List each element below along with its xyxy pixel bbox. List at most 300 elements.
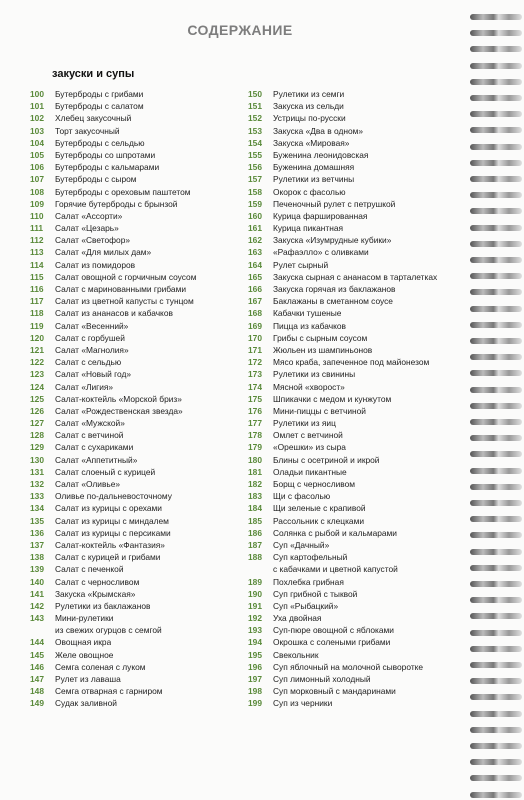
page-number: 150 (248, 89, 262, 99)
recipe-title: Салат «Новый год» (55, 369, 132, 380)
page-number: 130 (30, 454, 44, 465)
toc-entry (248, 661, 463, 673)
recipe-title: Салат «Весенний» (55, 320, 129, 331)
recipe-title: Салат из курицы с персиками (55, 527, 171, 538)
recipe-title: Мини-пиццы с ветчиной (273, 405, 366, 416)
toc-entry (248, 527, 463, 539)
toc-entry (30, 112, 245, 124)
page-number: 144 (30, 637, 44, 648)
toc-entry (248, 344, 463, 356)
toc-entry (248, 636, 463, 648)
page-number: 148 (30, 686, 44, 697)
spiral-coil (470, 289, 522, 295)
toc-entry (30, 210, 245, 222)
recipe-title: Грибы с сырным соусом (273, 332, 368, 343)
toc-entry (30, 649, 245, 661)
page-number: 155 (248, 149, 262, 160)
spiral-coil (470, 370, 522, 376)
page-number: 138 (30, 552, 44, 563)
toc-entry (248, 198, 463, 210)
toc-entry (248, 332, 463, 344)
toc-entry (248, 441, 463, 453)
page-number (30, 624, 55, 636)
spiral-coil (470, 30, 522, 36)
spiral-coil (470, 759, 522, 765)
page-number: 171 (248, 344, 262, 355)
page-number: 185 (248, 515, 262, 526)
spiral-coil (470, 403, 522, 409)
toc-entry (30, 478, 245, 490)
page-number: 117 (30, 296, 44, 307)
page-number: 140 (30, 576, 44, 587)
toc-entry (30, 466, 245, 478)
toc-entry (30, 393, 245, 405)
recipe-title: Рулет из лаваша (55, 674, 121, 684)
page-number: 177 (248, 418, 262, 429)
recipe-title: Свекольник (273, 649, 319, 660)
spiral-coil (470, 176, 522, 182)
toc-entry (248, 186, 463, 198)
recipe-title: Закуска сырная с ананасом в тарталетках (273, 271, 438, 282)
toc-entry (248, 405, 463, 417)
page-number: 158 (248, 186, 262, 197)
toc-entry (248, 502, 463, 514)
spiral-coil (470, 354, 522, 360)
page-number: 152 (248, 113, 262, 124)
recipe-title: Горячие бутерброды с брынзой (55, 198, 178, 209)
page-number: 190 (248, 588, 262, 599)
spiral-coil (470, 14, 522, 20)
toc-entry (30, 576, 245, 588)
page-number: 166 (248, 284, 262, 294)
page-number: 105 (30, 149, 44, 160)
recipe-title: Бутерброды с кальмарами (55, 162, 160, 173)
toc-entry (248, 649, 463, 661)
recipe-title: Закуска «Мировая» (273, 137, 350, 148)
page-number: 164 (248, 259, 262, 270)
recipe-title: Бутерброды со шпротами (55, 149, 156, 160)
recipe-title: Рулетики из семги (273, 89, 345, 99)
recipe-title: Салат «Для милых дам» (55, 247, 152, 258)
spiral-coil (470, 711, 522, 717)
toc-entry (30, 454, 245, 466)
recipe-title: Устрицы по-русски (273, 113, 346, 124)
toc-entry (248, 381, 463, 393)
recipe-title: Окрошка с солеными грибами (273, 637, 391, 648)
toc-entry (30, 515, 245, 527)
toc-entry (248, 478, 463, 490)
recipe-title: Суп картофельный (273, 552, 348, 563)
spiral-coil (470, 792, 522, 798)
page-number: 128 (30, 430, 44, 441)
recipe-title: Салат с сухариками (55, 442, 134, 453)
toc-entry (248, 320, 463, 332)
recipe-title: Пицца из кабачков (273, 320, 346, 331)
section-heading: закуски и супы (52, 68, 135, 80)
page-number: 196 (248, 661, 262, 672)
recipe-title: из свежих огурцов с семгой (55, 625, 162, 636)
page-number: 137 (30, 539, 44, 550)
recipe-title: Буженина леонидовская (273, 149, 369, 160)
page-number: 133 (30, 491, 44, 502)
recipe-title: Закуска горячая из баклажанов (273, 284, 396, 294)
toc-column-right (248, 88, 463, 710)
page-title: СОДЕРЖАНИЕ (187, 22, 293, 38)
page-number: 100 (30, 89, 44, 99)
page-number: 111 (30, 223, 44, 234)
recipe-title: Суп-пюре овощной с яблоками (273, 625, 394, 636)
recipe-title: Суп яблочный на молочной сыворотке (273, 661, 424, 672)
recipe-title: Салат с ветчиной (55, 430, 124, 441)
recipe-title: Овощная икра (55, 637, 112, 648)
recipe-title: Торт закусочный (55, 125, 120, 136)
recipe-title: Щи зеленые с крапивой (273, 503, 366, 514)
toc-entry (248, 393, 463, 405)
toc-entry (30, 186, 245, 198)
toc-entry (30, 600, 245, 612)
toc-entry (248, 356, 463, 368)
spiral-coil (470, 613, 522, 619)
toc-entry (30, 332, 245, 344)
toc-entry (30, 502, 245, 514)
page-number: 104 (30, 137, 44, 148)
recipe-title: Салат «Оливье» (55, 479, 121, 489)
toc-entry (248, 624, 463, 636)
spiral-coil (470, 111, 522, 117)
spiral-coil (470, 775, 522, 781)
recipe-title: Мясной «хворост» (273, 381, 345, 392)
spiral-coil (470, 257, 522, 263)
recipe-title: Бутерброды с сыром (55, 174, 137, 185)
recipe-title: «Орешки» из сыра (273, 442, 346, 453)
page-number: 115 (30, 271, 44, 282)
recipe-title: Мини-рулетики (55, 613, 114, 624)
page-number: 169 (248, 320, 262, 331)
page-number: 172 (248, 357, 262, 368)
toc-entry (30, 271, 245, 283)
page-number: 118 (30, 308, 44, 319)
spiral-coil (470, 694, 522, 700)
recipe-title: Салат «Цезарь» (55, 223, 119, 234)
toc-entry (248, 271, 463, 283)
spiral-coil (470, 500, 522, 506)
toc-entry (248, 673, 463, 685)
page-number: 174 (248, 381, 262, 392)
toc-entry (248, 112, 463, 124)
toc-entry (30, 234, 245, 246)
toc-entry (248, 551, 463, 563)
page-number: 162 (248, 235, 262, 246)
toc-entry (248, 539, 463, 551)
toc-entry (30, 661, 245, 673)
toc-entry (248, 246, 463, 258)
page-number: 156 (248, 162, 262, 173)
toc-entry (30, 685, 245, 697)
recipe-title: Борщ с черносливом (273, 479, 356, 489)
recipe-title: с кабачками и цветной капустой (273, 564, 398, 575)
recipe-title: Суп «Дачный» (273, 539, 330, 550)
recipe-title: Салат слоеный с курицей (55, 466, 156, 477)
spiral-coil (470, 322, 522, 328)
toc-entry (30, 149, 245, 161)
recipe-title: Семга отварная с гарниром (55, 686, 163, 697)
page-number: 183 (248, 491, 262, 502)
spiral-coil (470, 241, 522, 247)
recipe-title: Суп «Рыбацкий» (273, 600, 339, 611)
recipe-title: Салат из ананасов и кабачков (55, 308, 173, 319)
toc-entry (30, 344, 245, 356)
toc-entry (248, 697, 463, 709)
toc-entry (248, 295, 463, 307)
page-number: 170 (248, 332, 262, 343)
recipe-title: Салат с сельдью (55, 357, 122, 368)
spiral-coil (470, 549, 522, 555)
recipe-title: Похлебка грибная (273, 576, 344, 587)
spiral-coil (470, 63, 522, 69)
toc-entry (248, 466, 463, 478)
page-number: 153 (248, 125, 262, 136)
toc-entry (248, 149, 463, 161)
page-number: 141 (30, 588, 44, 599)
recipe-title: Солянка с рыбой и кальмарами (273, 527, 397, 538)
spiral-coil (470, 565, 522, 571)
recipe-title: Судак заливной (55, 698, 117, 709)
page-number: 132 (30, 479, 44, 489)
recipe-title: Салат из курицы с орехами (55, 503, 162, 514)
toc-entry (30, 551, 245, 563)
toc-entry (248, 137, 463, 149)
spiral-coil (470, 532, 522, 538)
recipe-title: Суп лимонный холодный (273, 674, 371, 684)
toc-entry (248, 125, 463, 137)
page-number: 194 (248, 637, 262, 648)
toc-entry (248, 210, 463, 222)
toc-entry (30, 405, 245, 417)
recipe-title: Салат «Ассорти» (55, 210, 123, 221)
page-number: 110 (30, 210, 44, 221)
spiral-binding (466, 0, 524, 800)
toc-entry (30, 246, 245, 258)
spiral-coil (470, 46, 522, 52)
recipe-title: Суп из черники (273, 698, 333, 709)
page-number: 151 (248, 101, 262, 112)
recipe-title: Бутерброды с грибами (55, 89, 144, 99)
spiral-coil (470, 306, 522, 312)
recipe-title: Салат овощной с горчичным соусом (55, 271, 197, 282)
page-number: 125 (30, 393, 44, 404)
page-number: 127 (30, 418, 44, 429)
recipe-title: Закуска из сельди (273, 101, 344, 112)
recipe-title: Бутерброды с сельдью (55, 137, 145, 148)
page-number: 178 (248, 430, 262, 441)
page-number: 145 (30, 649, 44, 660)
toc-entry (30, 88, 245, 100)
toc-entry (30, 283, 245, 295)
page-number: 167 (248, 296, 262, 307)
toc-entry (248, 515, 463, 527)
toc-entry (248, 454, 463, 466)
recipe-title: Бутерброды с ореховым паштетом (55, 186, 191, 197)
recipe-title: Салат с печенкой (55, 564, 124, 575)
toc-entry (30, 222, 245, 234)
page-number: 119 (30, 320, 44, 331)
page-number: 182 (248, 479, 262, 489)
toc-entry (30, 441, 245, 453)
spiral-coil (470, 208, 522, 214)
spiral-coil (470, 468, 522, 474)
spiral-coil (470, 678, 522, 684)
page-number: 179 (248, 442, 262, 453)
spiral-coil (470, 127, 522, 133)
toc-entry (248, 307, 463, 319)
recipe-title: Салат с маринованными грибами (55, 284, 187, 294)
recipe-title: Рулетики из свинины (273, 369, 356, 380)
toc-entry (248, 259, 463, 271)
page-number: 147 (30, 674, 44, 684)
page-number: 107 (30, 174, 44, 185)
toc-entry (248, 173, 463, 185)
recipe-title: Буженина домашняя (273, 162, 355, 173)
toc-entry (30, 295, 245, 307)
toc-entry (30, 356, 245, 368)
recipe-title: Курица пикантная (273, 223, 344, 234)
toc-entry (248, 222, 463, 234)
page-number: 168 (248, 308, 262, 319)
page-number: 143 (30, 613, 44, 624)
recipe-title: Суп морковный с мандаринами (273, 686, 396, 697)
toc-entry (30, 539, 245, 551)
toc-entry (30, 612, 245, 624)
toc-entry (30, 624, 245, 636)
toc-entry (30, 125, 245, 137)
spiral-coil (470, 597, 522, 603)
page-number: 188 (248, 552, 262, 563)
recipe-title: Блины с осетриной и икрой (273, 454, 380, 465)
page-number: 102 (30, 113, 44, 124)
toc-entry (248, 429, 463, 441)
page-number: 136 (30, 527, 44, 538)
recipe-title: Желе овощное (55, 649, 114, 660)
recipe-title: Салат-коктейль «Морской бриз» (55, 393, 182, 404)
toc-entry (248, 88, 463, 100)
recipe-title: Баклажаны в сметанном соусе (273, 296, 393, 307)
toc-entry (248, 600, 463, 612)
page-number: 134 (30, 503, 44, 514)
page-number (248, 563, 273, 575)
recipe-title: Салат «Аппетитный» (55, 454, 138, 465)
toc-entry (30, 417, 245, 429)
recipe-title: «Рафаэлло» с оливками (273, 247, 369, 258)
spiral-coil (470, 192, 522, 198)
page-number: 146 (30, 661, 44, 672)
toc-entry (248, 563, 463, 575)
recipe-title: Рулетики из ветчины (273, 174, 355, 185)
recipe-title: Шпикачки с медом и кунжутом (273, 393, 392, 404)
recipe-title: Оладьи пикантные (273, 466, 347, 477)
toc-entry (248, 417, 463, 429)
page-number: 192 (248, 613, 262, 624)
page-number: 103 (30, 125, 44, 136)
toc-entry (30, 429, 245, 441)
page-number: 175 (248, 393, 262, 404)
page-number: 112 (30, 235, 44, 246)
page-number: 149 (30, 698, 44, 709)
page-number: 161 (248, 223, 262, 234)
page-number: 106 (30, 162, 44, 173)
spiral-coil (470, 743, 522, 749)
page-number: 173 (248, 369, 262, 380)
recipe-title: Щи с фасолью (273, 491, 331, 502)
recipe-title: Салат с курицей и грибами (55, 552, 161, 563)
recipe-title: Рулет сырный (273, 259, 329, 270)
spiral-coil (470, 646, 522, 652)
page-number: 108 (30, 186, 44, 197)
spiral-coil (470, 419, 522, 425)
page-number: 160 (248, 210, 262, 221)
toc-column-left (30, 88, 245, 710)
recipe-title: Салат «Мужской» (55, 418, 125, 429)
toc-entry (248, 234, 463, 246)
page-number: 126 (30, 405, 44, 416)
page-number: 114 (30, 259, 44, 270)
recipe-title: Салат с черносливом (55, 576, 140, 587)
recipe-title: Курица фаршированная (273, 210, 368, 221)
page-number: 189 (248, 576, 262, 587)
recipe-title: Оливье по-дальневосточному (55, 491, 172, 502)
spiral-coil (470, 144, 522, 150)
page-number: 176 (248, 405, 262, 416)
toc-entry (248, 576, 463, 588)
page-number: 154 (248, 137, 262, 148)
toc-entry (248, 368, 463, 380)
toc-entry (30, 490, 245, 502)
spiral-coil (470, 225, 522, 231)
page-number: 157 (248, 174, 262, 185)
toc-entry (30, 259, 245, 271)
recipe-title: Мясо краба, запеченное под майонезом (273, 357, 430, 368)
page-number: 187 (248, 539, 262, 550)
toc-entry (248, 612, 463, 624)
spiral-coil (470, 160, 522, 166)
toc-entry (30, 161, 245, 173)
toc-entry (30, 137, 245, 149)
toc-entry (30, 563, 245, 575)
spiral-coil (470, 484, 522, 490)
spiral-coil (470, 516, 522, 522)
recipe-title: Салат «Лигия» (55, 381, 114, 392)
toc-entry (30, 198, 245, 210)
page-number: 135 (30, 515, 44, 526)
recipe-title: Закуска «Крымская» (55, 588, 136, 599)
page-number: 191 (248, 600, 262, 611)
page-number: 121 (30, 344, 44, 355)
recipe-title: Салат «Магнолия» (55, 344, 129, 355)
recipe-title: Омлет с ветчиной (273, 430, 343, 441)
spiral-coil (470, 630, 522, 636)
recipe-title: Салат «Светофор» (55, 235, 131, 246)
page-number: 165 (248, 271, 262, 282)
toc-entry (30, 320, 245, 332)
recipe-title: Закуска «Изумрудные кубики» (273, 235, 392, 246)
toc-entry (30, 381, 245, 393)
toc-entry (30, 697, 245, 709)
page-number: 129 (30, 442, 44, 453)
page-number: 101 (30, 101, 44, 112)
page-number: 159 (248, 198, 262, 209)
spiral-coil (470, 79, 522, 85)
toc-entry (30, 307, 245, 319)
recipe-title: Салат с горбушей (55, 332, 125, 343)
